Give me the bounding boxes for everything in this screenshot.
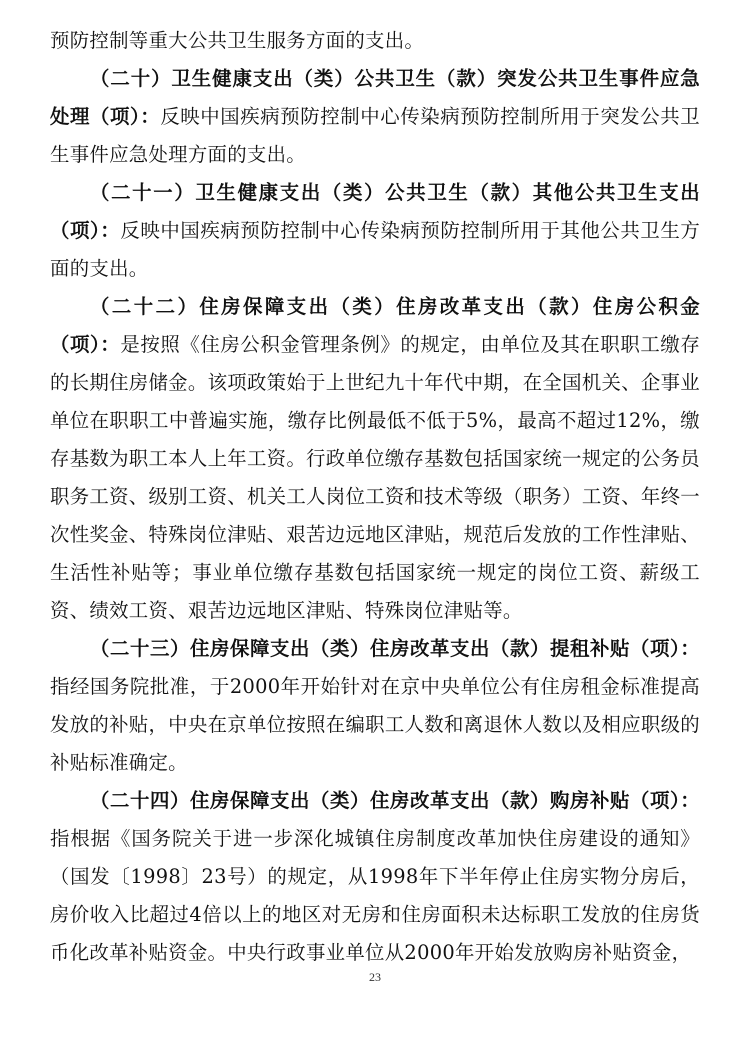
page-number: 23: [369, 970, 381, 984]
paragraph-heading: （二十四）住房保障支出（类）住房改革支出（款）购房补贴（项）：: [90, 789, 700, 812]
paragraph-item-20: [50, 60, 700, 174]
paragraph-heading: （二十二）住房保障支出（类）住房改革支出（款）住房公积金（项）：: [50, 295, 700, 356]
paragraph-continuation: [50, 22, 700, 60]
paragraph-body: 反映中国疾病预防控制中心传染病预防控制所用于其他公共卫生方面的支出。: [50, 219, 701, 280]
paragraph-item-21: [50, 174, 700, 288]
paragraph-heading: （二十一）卫生健康支出（类）公共卫生（款）其他公共卫生支出（项）：: [50, 181, 700, 242]
paragraph-body: 指根据《国务院关于进一步深化城镇住房制度改革加快住房建设的通知》（国发〔1998〕23号）的规定，从1998年下半年停止住房实物分房后，房价收入比超过4倍以上的地区对无房和住房面积未达标职工发放的住房货币化改革补贴资金。中央行政事业单位从2000年开始发放购房补贴资金，: [50, 827, 700, 964]
paragraph-body: 指经国务院批准，于2000年开始针对在京中央单位公有住房租金标准提高发放的补贴，中央在京单位按照在编职工人数和离退休人数以及相应职级的补贴标准确定。: [50, 675, 700, 774]
paragraph-body: 预防控制等重大公共卫生服务方面的支出。: [50, 29, 425, 52]
paragraph-item-24: [50, 782, 700, 972]
paragraph-body: 是按照《住房公积金管理条例》的规定，由单位及其在职职工缴存的长期住房储金。该项政策始于上世纪九十年代中期，在全国机关、企事业单位在职职工中普遍实施，缴存比例最低不低于5%，最高不超过12%，缴存基数为职工本人上年工资。行政单位缴存基数包括国家统一规定的公务员职务工资、级别工资、机关工人岗位工资和技术等级（职务）工资、年终一次性奖金、特殊岗位津贴、艰苦边远地区津贴，规范后发放的工作性津贴、生活性补贴等；事业单位缴存基数包括国家统一规定的岗位工资、薪级工资、绩效工资、艰苦边远地区津贴、特殊岗位津贴等。: [50, 333, 701, 622]
paragraph-item-22: [50, 288, 700, 630]
paragraph-heading: （二十）卫生健康支出（类）公共卫生（款）突发公共卫生事件应急处理（项）：: [50, 67, 700, 128]
paragraph-item-23: [50, 630, 700, 782]
document-page: [50, 22, 700, 972]
paragraph-body: 反映中国疾病预防控制中心传染病预防控制所用于突发公共卫生事件应急处理方面的支出。: [50, 105, 700, 166]
paragraph-heading: （二十三）住房保障支出（类）住房改革支出（款）提租补贴（项）：: [90, 637, 700, 660]
